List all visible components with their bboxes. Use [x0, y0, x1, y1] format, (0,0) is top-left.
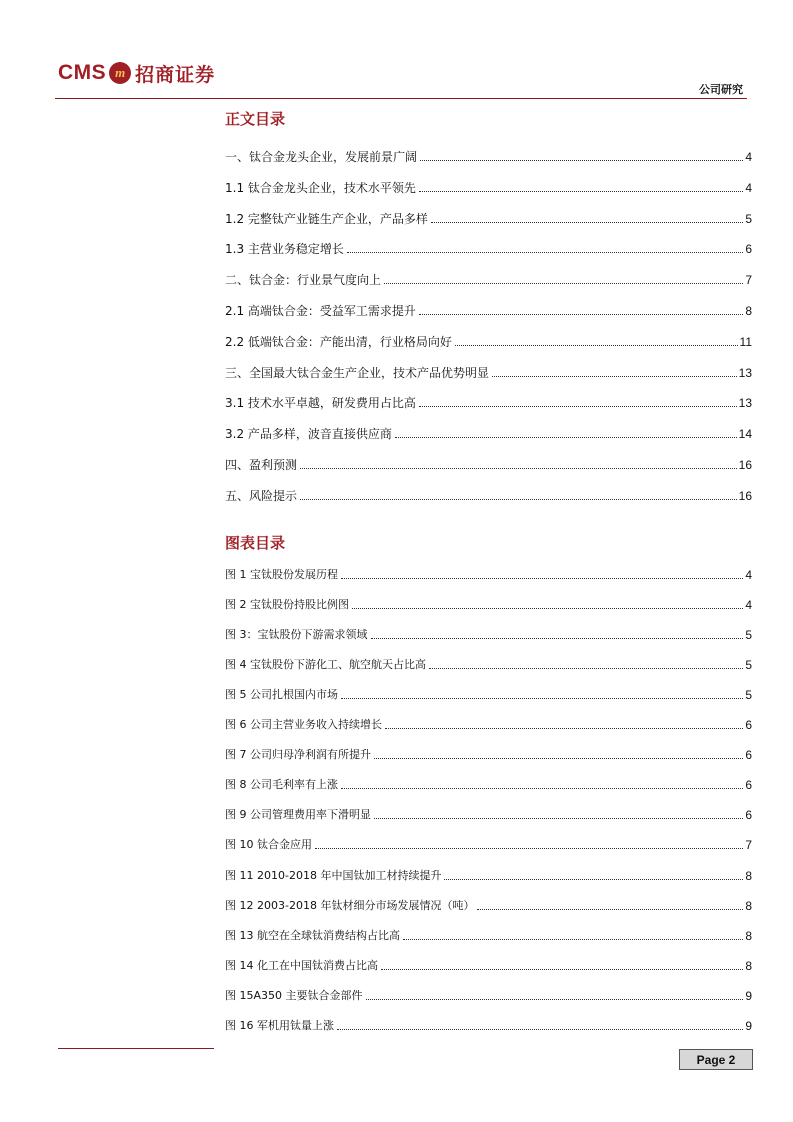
- entry-page-number: 6: [745, 748, 752, 763]
- entry-page-number: 8: [745, 928, 752, 943]
- entry-page-number: 7: [745, 838, 752, 853]
- leader-dots: [429, 667, 743, 669]
- entry-label: 1.2 完整钛产业链生产企业，产品多样: [225, 211, 428, 226]
- entry-label: 图 12 2003-2018 年钛材细分市场发展情况（吨）: [225, 898, 475, 912]
- leader-dots: [395, 436, 737, 438]
- entry-label: 图 5 公司扎根国内市场: [225, 688, 338, 702]
- toc-entry[interactable]: [225, 394, 752, 410]
- figure-entry[interactable]: [225, 897, 752, 913]
- entry-page-number: 5: [745, 211, 752, 226]
- logo-latin: CMS: [58, 61, 107, 84]
- footer-divider: [58, 1048, 214, 1049]
- entry-label: 图 11 2010-2018 年中国钛加工材持续提升: [225, 868, 442, 882]
- entry-page-number: 4: [745, 180, 752, 195]
- leader-dots: [341, 697, 743, 699]
- entry-page-number: 16: [738, 458, 752, 472]
- figure-entry[interactable]: [225, 566, 752, 582]
- leader-dots: [347, 251, 743, 253]
- leader-dots: [374, 817, 743, 819]
- leader-dots: [385, 727, 743, 729]
- leader-dots: [419, 405, 737, 407]
- toc-entry[interactable]: [225, 210, 752, 226]
- entry-label: 一、钛合金龙头企业，发展前景广阔: [225, 150, 418, 164]
- toc-entry[interactable]: [225, 364, 752, 380]
- entry-page-number: 6: [745, 718, 752, 733]
- header-divider: [55, 98, 747, 99]
- entry-page-number: 4: [745, 150, 752, 164]
- entry-label: 3.1 技术水平卓越，研发费用占比高: [225, 396, 416, 411]
- entry-label: 五、风险提示: [225, 488, 298, 503]
- figure-entry[interactable]: [225, 806, 752, 822]
- leader-dots: [337, 1028, 743, 1030]
- entry-page-number: 14: [738, 427, 752, 442]
- entry-page-number: 6: [745, 808, 752, 823]
- leader-dots: [371, 637, 744, 639]
- entry-label: 1.1 钛合金龙头企业，技术水平领先: [225, 180, 416, 195]
- entry-page-number: 13: [738, 365, 752, 380]
- entry-label: 三、全国最大钛合金生产企业，技术产品优势明显: [225, 365, 490, 380]
- figure-entry[interactable]: [225, 836, 752, 852]
- entry-label: 2.1 高端钛合金：受益军工需求提升: [225, 304, 416, 318]
- leader-dots: [341, 577, 743, 579]
- leader-dots: [315, 847, 743, 849]
- report-type: 公司研究: [699, 83, 743, 96]
- leader-dots: [381, 968, 743, 970]
- entry-label: 图 7 公司归母净利润有所提升: [225, 748, 371, 762]
- entry-page-number: 9: [745, 1018, 752, 1033]
- leader-dots: [300, 498, 737, 500]
- entry-label: 图 4 宝钛股份下游化工、航空航天占比高: [225, 658, 426, 672]
- logo-mark-icon: m: [109, 62, 131, 84]
- toc-entry[interactable]: [225, 271, 752, 287]
- entry-page-number: 4: [745, 568, 752, 582]
- leader-dots: [366, 998, 744, 1000]
- figures-title: 图表目录: [225, 534, 286, 552]
- entry-label: 二、钛合金：行业景气度向上: [225, 273, 382, 288]
- leader-dots: [300, 467, 737, 469]
- entry-page-number: 4: [745, 598, 752, 613]
- entry-label: 图 8 公司毛利率有上涨: [225, 778, 338, 792]
- entry-label: 四、盈利预测: [225, 458, 298, 472]
- entry-page-number: 8: [745, 304, 752, 318]
- entry-label: 图 6 公司主营业务收入持续增长: [225, 718, 382, 732]
- entry-label: 图 9 公司管理费用率下滑明显: [225, 808, 371, 822]
- leader-dots: [403, 938, 743, 940]
- figure-entry[interactable]: [225, 957, 752, 973]
- toc-entry[interactable]: [225, 240, 752, 256]
- entry-label: 图 3：宝钛股份下游需求领域: [225, 628, 368, 642]
- leader-dots: [384, 282, 743, 284]
- entry-label: 2.2 低端钛合金：产能出清，行业格局向好: [225, 334, 452, 349]
- entry-page-number: 5: [745, 688, 752, 703]
- toc-entry[interactable]: [225, 425, 752, 441]
- entry-page-number: 5: [745, 628, 752, 643]
- company-logo: [58, 57, 215, 89]
- entry-label: 3.2 产品多样，波音直接供应商: [225, 427, 392, 442]
- toc-entry[interactable]: [225, 333, 752, 349]
- leader-dots: [444, 878, 743, 880]
- figure-entry[interactable]: [225, 626, 752, 642]
- entry-label: 图 10 钛合金应用: [225, 838, 312, 852]
- leader-dots: [492, 375, 737, 377]
- toc-title: 正文目录: [225, 110, 286, 128]
- leader-dots: [477, 908, 743, 910]
- figure-entry[interactable]: [225, 686, 752, 702]
- toc-entry[interactable]: [225, 487, 752, 503]
- leader-dots: [419, 190, 743, 192]
- leader-dots: [374, 757, 743, 759]
- entry-page-number: 8: [745, 868, 752, 883]
- leader-dots: [352, 607, 743, 609]
- figure-entry[interactable]: [225, 927, 752, 943]
- figure-entry[interactable]: [225, 987, 752, 1003]
- figure-entry[interactable]: [225, 867, 752, 883]
- toc-entry[interactable]: [225, 456, 752, 472]
- figure-entry[interactable]: [225, 776, 752, 792]
- figure-entry[interactable]: [225, 596, 752, 612]
- figure-entry[interactable]: [225, 716, 752, 732]
- page-number: Page 2: [679, 1049, 753, 1070]
- toc-entry[interactable]: [225, 148, 752, 164]
- toc-entry[interactable]: [225, 179, 752, 195]
- entry-label: 图 13 航空在全球钛消费结构占比高: [225, 928, 400, 942]
- entry-label: 1.3 主营业务稳定增长: [225, 242, 344, 257]
- entry-page-number: 5: [745, 658, 752, 673]
- figure-entry[interactable]: [225, 1017, 752, 1033]
- entry-page-number: 6: [745, 242, 752, 257]
- leader-dots: [455, 344, 738, 346]
- entry-page-number: 9: [745, 988, 752, 1003]
- leader-dots: [341, 787, 743, 789]
- figure-entry[interactable]: [225, 746, 752, 762]
- entry-page-number: 8: [745, 898, 752, 913]
- leader-dots: [419, 313, 743, 315]
- toc-entry[interactable]: [225, 302, 752, 318]
- entry-label: 图 1 宝钛股份发展历程: [225, 568, 338, 581]
- entry-label: 图 16 军机用钛量上涨: [225, 1018, 334, 1032]
- figure-entry[interactable]: [225, 656, 752, 672]
- logo-chinese-name: 招商证券: [135, 63, 216, 86]
- leader-dots: [420, 159, 743, 161]
- entry-label: 图 2 宝钛股份持股比例图: [225, 598, 349, 612]
- entry-page-number: 6: [745, 778, 752, 793]
- entry-page-number: 13: [738, 396, 752, 411]
- entry-page-number: 16: [738, 488, 752, 503]
- entry-page-number: 8: [745, 958, 752, 973]
- entry-label: 图 15A350 主要钛合金部件: [225, 988, 363, 1002]
- entry-page-number: 7: [745, 273, 752, 288]
- entry-label: 图 14 化工在中国钛消费占比高: [225, 958, 378, 972]
- leader-dots: [431, 221, 743, 223]
- entry-page-number: 11: [739, 334, 752, 349]
